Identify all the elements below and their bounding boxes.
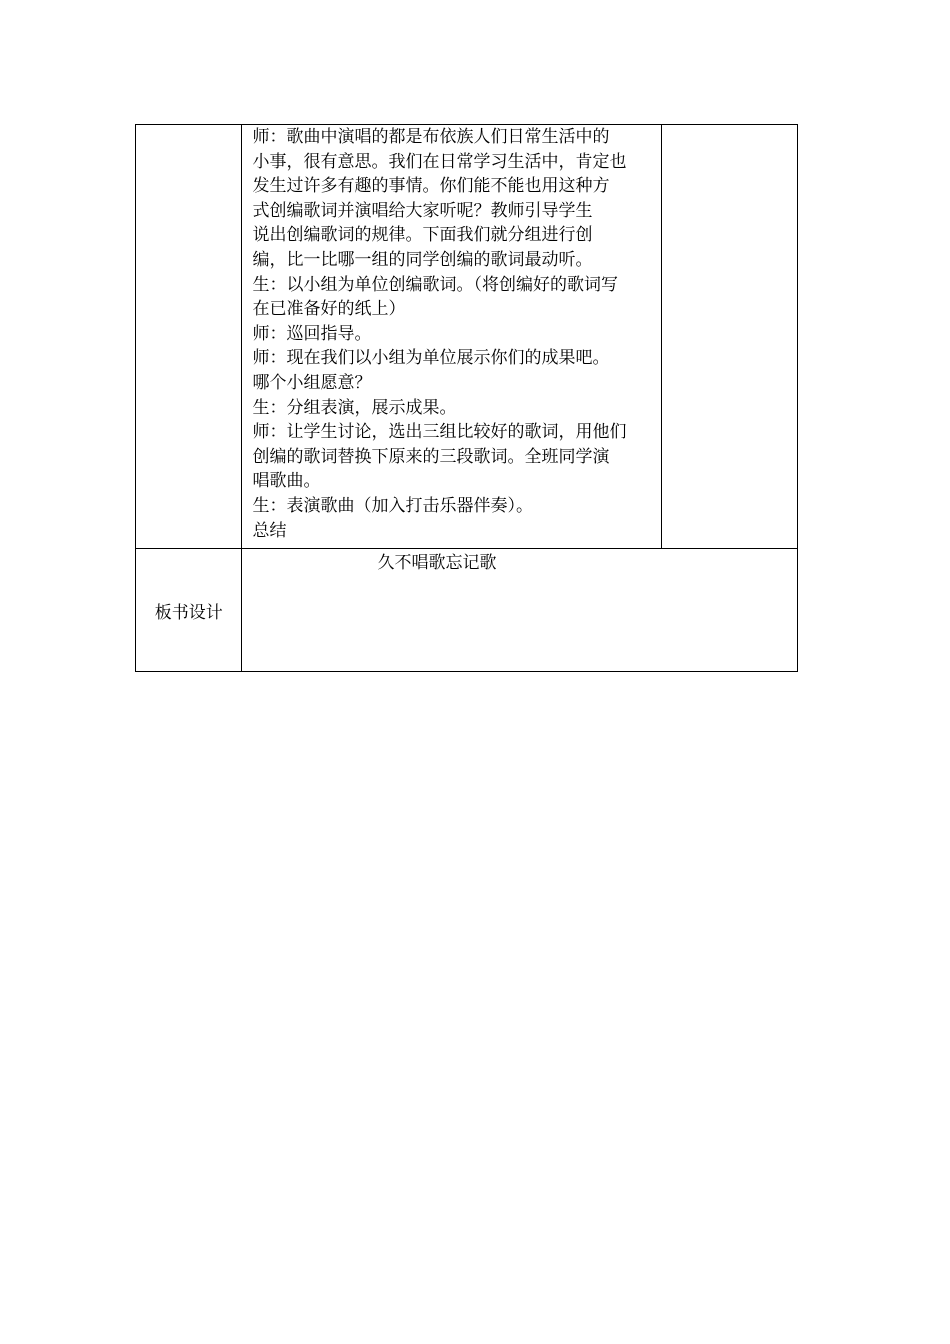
process-line: 生：分组表演，展示成果。 [252, 397, 457, 418]
process-row [136, 125, 798, 549]
board-title: 久不唱歌忘记歌 [377, 553, 497, 573]
process-line: 师：让学生讨论，选出三组比较好的歌词，用他们 [252, 422, 627, 443]
process-line: 师：现在我们以小组为单位展示你们的成果吧。 [252, 348, 610, 369]
process-line: 发生过许多有趣的事情。你们能不能也用这种方 [252, 176, 610, 197]
process-line: 师：歌曲中演唱的都是布依族人们日常生活中的 [252, 127, 610, 147]
board-design-content [242, 549, 798, 672]
board-design-row [136, 549, 798, 672]
process-line: 在已准备好的纸上） [252, 299, 406, 320]
process-line: 创编的歌词替换下原来的三段歌词。全班同学演 [252, 446, 610, 467]
process-label-cell [136, 125, 242, 549]
process-line: 小事，很有意思。我们在日常学习生活中，肯定也 [252, 151, 627, 172]
process-notes-cell [662, 125, 798, 549]
lesson-plan-table [135, 124, 798, 672]
process-line: 式创编歌词并演唱给大家听呢？教师引导学生 [252, 200, 593, 221]
process-content-cell [242, 125, 662, 549]
process-line: 师：巡回指导。 [252, 323, 372, 344]
process-line: 唱歌曲。 [252, 471, 321, 492]
board-design-label: 板书设计 [136, 549, 242, 672]
process-line: 总结 [252, 520, 287, 541]
process-line: 编，比一比哪一组的同学创编的歌词最动听。 [252, 249, 593, 270]
process-line: 哪个小组愿意？ [252, 372, 372, 393]
process-line: 说出创编歌词的规律。下面我们就分组进行创 [252, 225, 593, 246]
process-line: 生：以小组为单位创编歌词。（将创编好的歌词写 [252, 274, 618, 295]
process-line: 生：表演歌曲（加入打击乐器伴奏）。 [252, 495, 533, 516]
